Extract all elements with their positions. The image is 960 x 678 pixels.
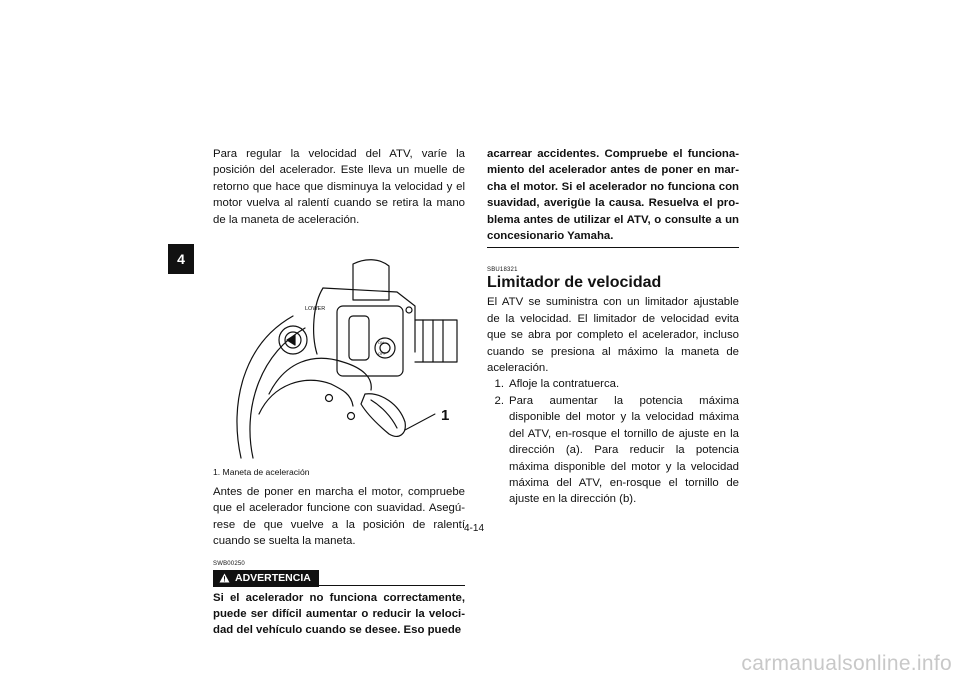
figure-caption: 1. Maneta de aceleración [213, 467, 310, 478]
warning-end-rule [487, 247, 739, 248]
throttle-lever-drawing [213, 244, 465, 462]
warning-label: ADVERTENCIA [235, 571, 311, 584]
step-text: Para aumentar la potencia máxima disponible del motor y la velocidad máxima del ATV, en-rosque el tornillo de ajuste en la dirección (a). Para reducir la potencia máxima disponible del motor y la velocidad máxima del ATV, en-rosque el tornillo de ajuste en la dirección (b). [509, 394, 739, 506]
figure-callout: 1 [441, 407, 450, 425]
switch-label-on: ON [378, 340, 384, 346]
page-number: 4-14 [464, 523, 485, 534]
step-number: 2. [494, 394, 504, 407]
switch-label-off: OFF [378, 351, 386, 357]
warning-badge [213, 570, 319, 587]
section-title: Limitador de velocidad [487, 274, 662, 292]
check-paragraph: Antes de poner en marcha el motor, compruebe que el acelerador funcione con suavidad. Asegú-rese de que vuelve a la posición de ralentí cuando se suelta la maneta. [213, 486, 465, 548]
step-number: 1. [494, 378, 504, 391]
section-code: SBU18321 [487, 267, 518, 274]
warning-rule [319, 585, 465, 586]
left-column [213, 146, 465, 639]
list-item [487, 393, 739, 508]
warning-text-continued: acarrear accidentes. Compruebe el funciona-miento del acelerador antes de poner en mar-cha el motor. Si el acelerador no funciona con suavidad, averigüe la causa. Resuelva el pro-blema antes de utilizar el ATV, o consulte a un concesionario Yamaha. [487, 148, 739, 243]
watermark: carmanualsonline.info [741, 652, 952, 675]
section-paragraph: El ATV se suministra con un limitador ajustable de la velocidad. El limitador de velocidad evita que se abra por completo el acelerador, incluso cuando se presiona al máximo la maneta de aceleración. [487, 296, 739, 375]
throttle-illustration [213, 244, 465, 462]
intro-paragraph: Para regular la velocidad del ATV, varíe la posición del acelerador. Este lleva un muelle de retorno que hace que disminuya la velocidad y el motor vuelva al ralentí cuando se retira la mano de la maneta de aceleración. [213, 148, 465, 226]
right-column [487, 146, 739, 508]
warning-code: SWB00250 [213, 560, 245, 567]
warning-header [213, 570, 465, 587]
warning-triangle-icon [219, 573, 230, 583]
warning-text: Si el acelerador no funciona correctamente, puede ser difícil aumentar o reducir la veloci-dad del vehículo cuando se desee. Eso puede [213, 591, 465, 637]
list-item [487, 376, 739, 392]
step-text: Afloje la contratuerca. [509, 378, 620, 391]
switch-label-lower: LOWER [305, 306, 326, 313]
chapter-tab: 4 [168, 244, 194, 274]
steps-list [487, 376, 739, 507]
